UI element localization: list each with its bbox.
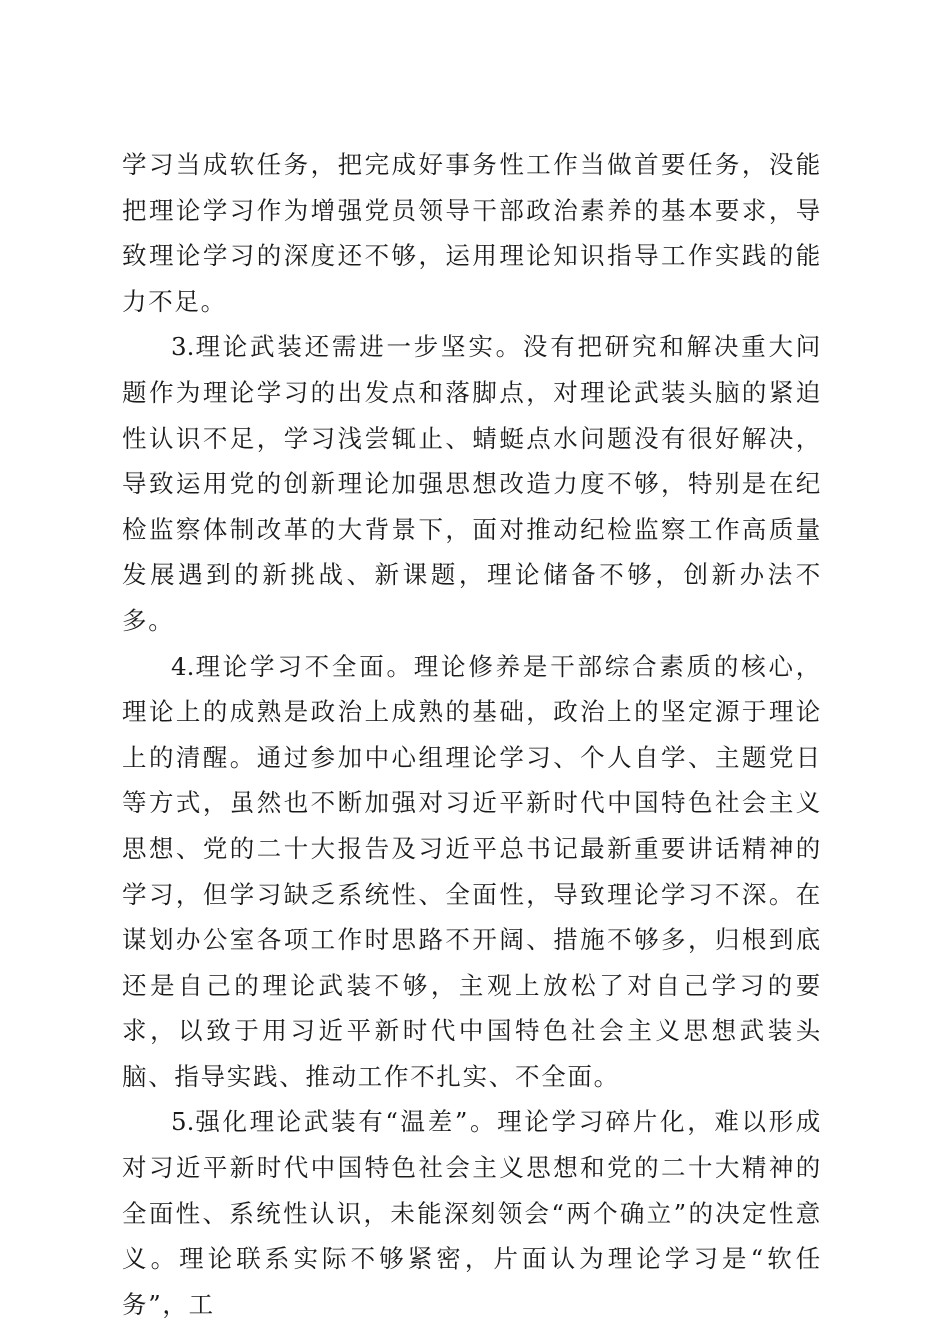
paragraph-text: 学习当成软任务，把完成好事务性工作当做首要任务，没能把理论学习作为增强党员领导干部政治素养的基本要求，导致理论学习的深度还不够，运用理论知识指导工作实践的能力不足。 [122,150,822,316]
paragraph-text: 理论武装还需进一步坚实。没有把研究和解决重大问题作为理论学习的出发点和落脚点，对理论武装头脑的紧迫性认识不足，学习浅尝辄止、蜻蜓点水问题没有很好解决，导致运用党的创新理论加强思想改造力度不够，特别是在纪检监察体制改革的大背景下，面对推动纪检监察工作高质量发展遇到的新挑战、新课题，理论储备不够，创新办法不多。 [122,332,822,635]
paragraph-text: 强化理论武装有“温差”。理论学习碎片化，难以形成对习近平新时代中国特色社会主义思想和党的二十大精神的全面性、系统性认识，未能深刻领会“两个确立”的决定性意义。理论联系实际不够紧密，片面认为理论学习是“软任务”，工 [122,1107,822,1319]
paragraph-number: 4. [171,651,195,681]
paragraph-number: 5. [171,1107,195,1137]
paragraph-item-4 [122,644,822,1100]
document-body [122,142,822,1327]
paragraph-text: 理论学习不全面。理论修养是干部综合素质的核心，理论上的成熟是政治上成熟的基础，政治上的坚定源于理论上的清醒。通过参加中心组理论学习、个人自学、主题党日等方式，虽然也不断加强对习近平新时代中国特色社会主义思想、党的二十大报告及习近平总书记最新重要讲话精神的学习，但学习缺乏系统性、全面性，导致理论学习不深。在谋划办公室各项工作时思路不开阔、措施不够多，归根到底还是自己的理论武装不够，主观上放松了对自己学习的要求，以致于用习近平新时代中国特色社会主义思想武装头脑、指导实践、推动工作不扎实、不全面。 [122,651,822,1091]
paragraph-item-5 [122,1099,822,1327]
paragraph-continuation [122,142,822,324]
paragraph-item-3 [122,324,822,643]
paragraph-number: 3. [171,332,195,362]
